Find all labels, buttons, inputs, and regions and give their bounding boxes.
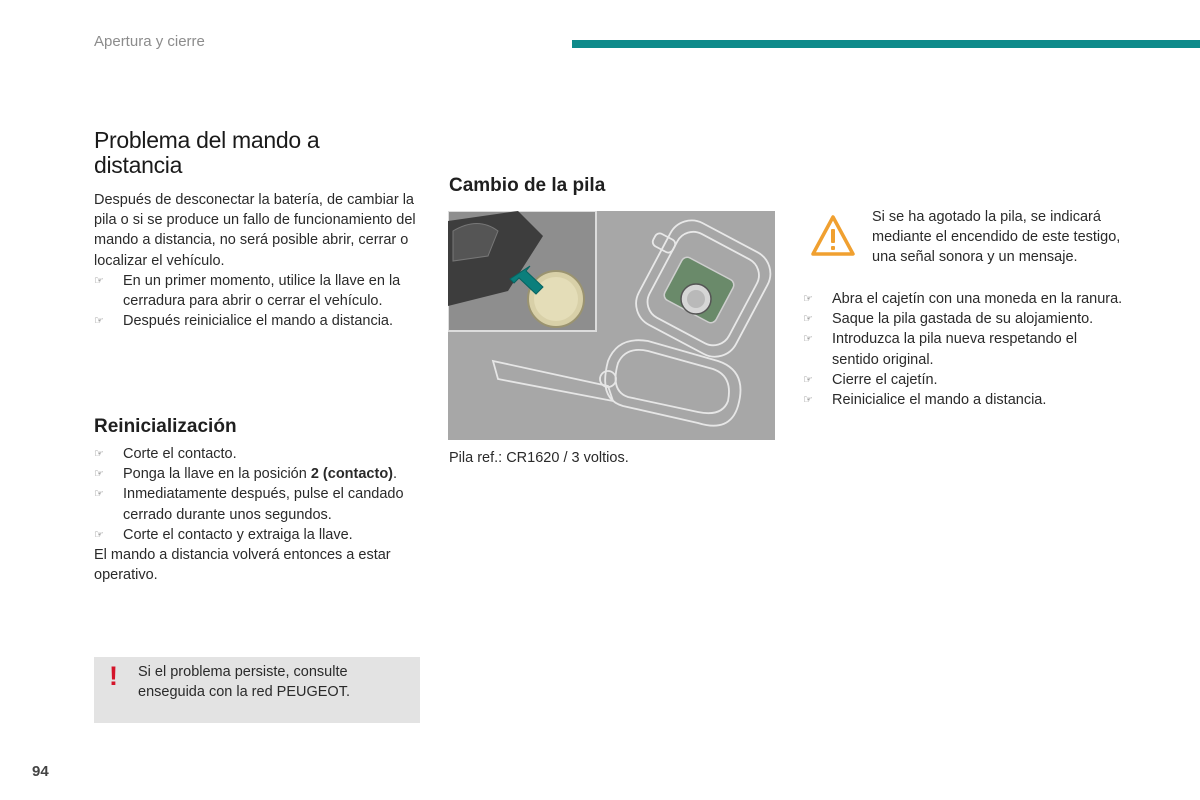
warning-text: Si el problema persiste, consulte enseguida con la red PEUGEOT. bbox=[138, 664, 350, 701]
list-item: ☞ Corte el contacto y extraiga la llave. bbox=[94, 525, 424, 545]
intro-block bbox=[94, 190, 424, 331]
list-item: ☞ Saque la pila gastada de su alojamiento. bbox=[803, 309, 1123, 329]
hand-pointer-icon: ☞ bbox=[803, 394, 813, 407]
header-accent-bar bbox=[572, 40, 1200, 48]
reinit-heading: Reinicialización bbox=[94, 416, 237, 437]
battery-steps bbox=[803, 289, 1123, 410]
list-item: ☞ En un primer momento, utilice la llave en la cerradura para abrir o cerrar el vehículo. bbox=[94, 272, 401, 310]
section-header: Apertura y cierre bbox=[94, 33, 205, 50]
reinit-outro: El mando a distancia volverá entonces a estar operativo. bbox=[94, 547, 391, 584]
hand-pointer-icon: ☞ bbox=[803, 333, 813, 346]
hand-pointer-icon: ☞ bbox=[94, 315, 104, 328]
key-battery-diagram bbox=[448, 211, 775, 440]
battery-steps-list bbox=[803, 289, 1123, 410]
hand-pointer-icon: ☞ bbox=[803, 293, 813, 305]
page-number: 94 bbox=[32, 763, 49, 780]
list-item: ☞ Después reinicialice el mando a distancia. bbox=[94, 311, 424, 331]
page-title: Problema del mando a distancia bbox=[94, 127, 320, 178]
hand-pointer-icon: ☞ bbox=[94, 274, 104, 287]
hand-pointer-icon: ☞ bbox=[94, 468, 104, 481]
hand-pointer-icon: ☞ bbox=[803, 373, 813, 386]
hand-pointer-icon: ☞ bbox=[94, 528, 104, 541]
list-item: ☞ Ponga la llave en la posición 2 (contacto). bbox=[94, 464, 424, 484]
list-item: ☞ Abra el cajetín con una moneda en la ranura. bbox=[803, 289, 1123, 309]
list-item: ☞ Introduzca la pila nueva respetando el sentido original. bbox=[803, 331, 1078, 368]
exclamation-icon: ! bbox=[109, 661, 118, 691]
key-position-label: 2 (contacto) bbox=[310, 466, 393, 483]
battery-caption: Pila ref.: CR1620 / 3 voltios. bbox=[449, 450, 629, 466]
intro-bullet-list bbox=[94, 271, 424, 332]
list-item: ☞ Corte el contacto. bbox=[94, 444, 424, 464]
list-item: ☞ Cierre el cajetín. bbox=[803, 370, 1123, 390]
battery-alert-text: Si se ha agotado la pila, se indicará mediante el encendido de este testigo, una señal sonora y un mensaje. bbox=[872, 209, 1121, 266]
hand-pointer-icon: ☞ bbox=[803, 313, 813, 326]
battery-change-heading: Cambio de la pila bbox=[449, 175, 606, 196]
hand-pointer-icon: ☞ bbox=[94, 448, 104, 460]
remote-key-illustration bbox=[448, 211, 775, 440]
list-item: ☞ Reinicialice el mando a distancia. bbox=[803, 390, 1123, 410]
intro-paragraph: Después de desconectar la batería, de cambiar la pila o si se produce un fallo de funcionamiento del mando a distancia, no será posible abrir, cerrar o localizar el vehículo. bbox=[94, 192, 416, 269]
list-item: ☞ Inmediatamente después, pulse el candado cerrado durante unos segundos. bbox=[94, 486, 404, 523]
warning-triangle-icon bbox=[810, 214, 856, 258]
hand-pointer-icon: ☞ bbox=[94, 488, 104, 501]
reinit-block bbox=[94, 444, 424, 585]
reinit-bullet-list bbox=[94, 444, 424, 545]
